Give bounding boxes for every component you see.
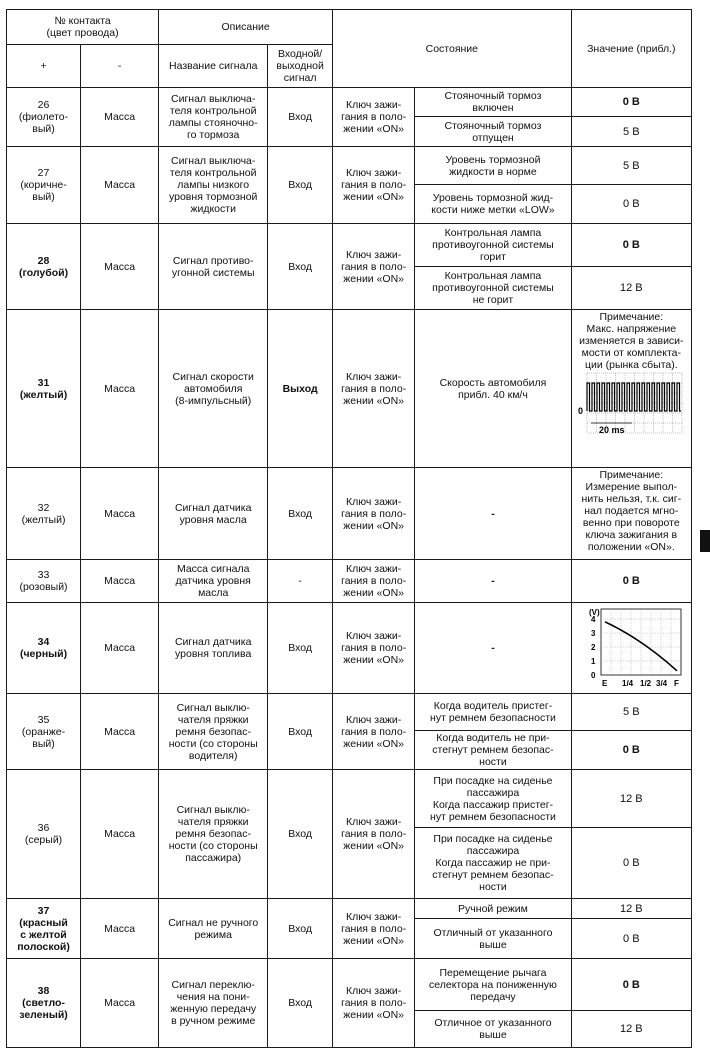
table-row	[7, 959, 692, 1011]
ground-cell: Масса	[81, 603, 159, 694]
pin-cell: 33 (розовый)	[7, 560, 81, 603]
table-row	[7, 770, 692, 828]
header-io: Входной/ выходной сигнал	[268, 45, 333, 88]
voltage-value: 5 В	[623, 125, 640, 138]
value-cell	[571, 899, 691, 919]
ignition-condition-cell: Ключ зажи- гания в поло- жении «ON»	[333, 224, 415, 310]
ignition-condition-cell: Ключ зажи- гания в поло- жении «ON»	[333, 603, 415, 694]
table-row	[7, 310, 692, 468]
signal-name-cell: Масса сигнала датчика уровня масла	[159, 560, 268, 603]
value-cell	[571, 603, 691, 694]
ignition-condition-cell: Ключ зажи- гания в поло- жении «ON»	[333, 560, 415, 603]
fuel-level-graph	[575, 605, 687, 689]
value-cell	[571, 117, 691, 147]
table-row	[7, 603, 692, 694]
header-signal-name: Название сигнала	[159, 45, 268, 88]
pin-cell: 28 (голубой)	[7, 224, 81, 310]
signal-name-cell: Сигнал не ручного режима	[159, 899, 268, 959]
signal-name-cell: Сигнал датчика уровня топлива	[159, 603, 268, 694]
state-cell: Стояночный тормоз отпущен	[415, 117, 571, 147]
state-cell: Контрольная лампа противоугонной системы не горит	[415, 267, 571, 310]
state-cell: Отличное от указанного выше	[415, 1011, 571, 1048]
state-cell: -	[415, 603, 571, 694]
voltage-value: 12 В	[619, 1023, 643, 1035]
value-cell	[571, 310, 691, 468]
voltage-value: 0 В	[623, 932, 640, 945]
ignition-condition-cell: Ключ зажи- гания в поло- жении «ON»	[333, 770, 415, 899]
io-cell: Вход	[268, 147, 333, 224]
zero-label: 0	[578, 406, 584, 416]
ignition-condition-cell: Ключ зажи- гания в поло- жении «ON»	[333, 694, 415, 770]
pin-cell: 38 (светло- зеленый)	[7, 959, 81, 1048]
y-unit-label: (V)	[589, 607, 600, 617]
section-tab-marker	[700, 530, 710, 552]
y-tick-label: 2	[591, 642, 596, 652]
note-text: Примечание: Измерение выпол- нить нельзя, т.к. сиг- нал подается мгно- венно при повороте ключа зажигания в положении «ON».	[581, 469, 682, 553]
value-cell	[571, 959, 691, 1011]
ground-cell: Масса	[81, 959, 159, 1048]
voltage-value: 0 В	[622, 575, 640, 587]
speed-pulse-waveform	[577, 371, 685, 443]
ground-cell: Масса	[81, 88, 159, 147]
value-cell	[571, 694, 691, 731]
signal-name-cell: Сигнал датчика уровня масла	[159, 468, 268, 560]
ground-cell: Масса	[81, 899, 159, 959]
state-cell: При посадке на сиденье пассажира Когда пассажир не при- стегнут ремнем безопас- ности	[415, 828, 571, 899]
signal-name-cell: Сигнал выключа- теля контрольной лампы стояночно- го тормоза	[159, 88, 268, 147]
pin-table	[6, 9, 692, 1048]
ground-cell: Масса	[81, 468, 159, 560]
value-cell	[571, 185, 691, 224]
header-contact: № контакта (цвет провода)	[7, 10, 159, 45]
value-cell	[571, 147, 691, 185]
state-cell: Перемещение рычага селектора на пониженную передачу	[415, 959, 571, 1011]
io-cell: Выход	[268, 310, 333, 468]
state-cell: Уровень тормозной жид- кости ниже метки «LOW»	[415, 185, 571, 224]
state-cell: Когда водитель пристег- нут ремнем безопасности	[415, 694, 571, 731]
state-cell: Контрольная лампа противоугонной системы горит	[415, 224, 571, 267]
note-text: Примечание: Макс. напряжение изменяется в зависи- мости от комплекта- ции (рынка сбыта).	[579, 311, 684, 371]
io-cell: Вход	[268, 224, 333, 310]
voltage-value: 5 В	[623, 706, 640, 718]
value-cell	[571, 770, 691, 828]
io-cell: Вход	[268, 899, 333, 959]
signal-name-cell: Сигнал противо- угонной системы	[159, 224, 268, 310]
io-cell: Вход	[268, 959, 333, 1048]
value-cell	[571, 560, 691, 603]
table-row	[7, 899, 692, 919]
voltage-value: 0 В	[623, 198, 640, 210]
value-cell	[571, 88, 691, 117]
x-tick-label: 3/4	[656, 678, 668, 688]
table-row	[7, 147, 692, 185]
value-cell	[571, 731, 691, 770]
ground-cell: Масса	[81, 770, 159, 899]
ignition-condition-cell: Ключ зажи- гания в поло- жении «ON»	[333, 468, 415, 560]
voltage-value: 0 В	[622, 978, 640, 991]
pin-cell: 34 (черный)	[7, 603, 81, 694]
header-value: Значение (прибл.)	[571, 10, 691, 88]
pin-cell: 35 (оранже- вый)	[7, 694, 81, 770]
period-label: 20 ms	[599, 425, 625, 435]
header-state: Состояние	[333, 10, 572, 88]
value-cell	[571, 828, 691, 899]
io-cell: Вход	[268, 603, 333, 694]
ground-cell: Масса	[81, 224, 159, 310]
y-tick-label: 4	[591, 614, 596, 624]
state-cell: Отличный от указанного выше	[415, 919, 571, 959]
io-cell: Вход	[268, 468, 333, 560]
state-cell: Стояночный тормоз включен	[415, 88, 571, 117]
ignition-condition-cell: Ключ зажи- гания в поло- жении «ON»	[333, 959, 415, 1048]
state-cell: Ручной режим	[415, 899, 571, 919]
ignition-condition-cell: Ключ зажи- гания в поло- жении «ON»	[333, 310, 415, 468]
state-cell: Скорость автомобиля прибл. 40 км/ч	[415, 310, 571, 468]
state-cell: Когда водитель не при- стегнут ремнем безопас- ности	[415, 731, 571, 770]
pin-cell: 36 (серый)	[7, 770, 81, 899]
pin-cell: 31 (желтый)	[7, 310, 81, 468]
voltage-value: 12 В	[619, 282, 643, 294]
value-cell	[571, 224, 691, 267]
io-cell: -	[268, 560, 333, 603]
x-tick-label: E	[602, 678, 608, 688]
ground-cell: Масса	[81, 147, 159, 224]
ground-cell: Масса	[81, 694, 159, 770]
pin-cell: 37 (красный с желтой полоской)	[7, 899, 81, 959]
state-cell: -	[415, 468, 571, 560]
y-tick-label: 1	[591, 656, 596, 666]
header-plus: +	[7, 45, 81, 88]
io-cell: Вход	[268, 88, 333, 147]
ignition-condition-cell: Ключ зажи- гания в поло- жении «ON»	[333, 899, 415, 959]
pin-cell: 32 (желтый)	[7, 468, 81, 560]
voltage-value: 12 В	[619, 792, 643, 805]
table-row	[7, 468, 692, 560]
io-cell: Вход	[268, 694, 333, 770]
voltage-value: 0 В	[623, 857, 640, 869]
table-row	[7, 560, 692, 603]
ground-cell: Масса	[81, 310, 159, 468]
value-cell	[571, 1011, 691, 1048]
x-tick-label: 1/2	[640, 678, 652, 688]
pin-cell: 27 (коричне- вый)	[7, 147, 81, 224]
value-cell	[571, 919, 691, 959]
header-minus: -	[81, 45, 159, 88]
state-cell: Уровень тормозной жидкости в норме	[415, 147, 571, 185]
io-cell: Вход	[268, 770, 333, 899]
signal-name-cell: Сигнал выключа- теля контрольной лампы низкого уровня тормозной жидкости	[159, 147, 268, 224]
value-cell	[571, 267, 691, 310]
state-cell: -	[415, 560, 571, 603]
voltage-value: 0 В	[622, 96, 640, 108]
signal-name-cell: Сигнал выклю- чателя пряжки ремня безопас- ности (со стороны водителя)	[159, 694, 268, 770]
ignition-condition-cell: Ключ зажи- гания в поло- жении «ON»	[333, 147, 415, 224]
header-description: Описание	[159, 10, 333, 45]
y-tick-label: 3	[591, 628, 596, 638]
pin-cell: 26 (фиолето- вый)	[7, 88, 81, 147]
x-tick-label: F	[674, 678, 680, 688]
x-tick-label: 1/4	[622, 678, 634, 688]
state-cell: При посадке на сиденье пассажира Когда пассажир пристег- нут ремнем безопасности	[415, 770, 571, 828]
voltage-value: 0 В	[622, 239, 640, 251]
y-tick-label: 0	[591, 670, 596, 680]
voltage-value: 0 В	[622, 744, 640, 756]
voltage-value: 12 В	[619, 902, 643, 915]
table-row	[7, 694, 692, 731]
pulse-trace	[587, 383, 681, 411]
signal-name-cell: Сигнал скорости автомобиля (8-импульсный)	[159, 310, 268, 468]
table-row	[7, 88, 692, 117]
table-row	[7, 224, 692, 267]
signal-name-cell: Сигнал переклю- чения на пони- женную передачу в ручном режиме	[159, 959, 268, 1048]
value-cell	[571, 468, 691, 560]
ground-cell: Масса	[81, 560, 159, 603]
ignition-condition-cell: Ключ зажи- гания в поло- жении «ON»	[333, 88, 415, 147]
voltage-value: 5 В	[623, 159, 640, 172]
signal-name-cell: Сигнал выклю- чателя пряжки ремня безопас- ности (со стороны пассажира)	[159, 770, 268, 899]
